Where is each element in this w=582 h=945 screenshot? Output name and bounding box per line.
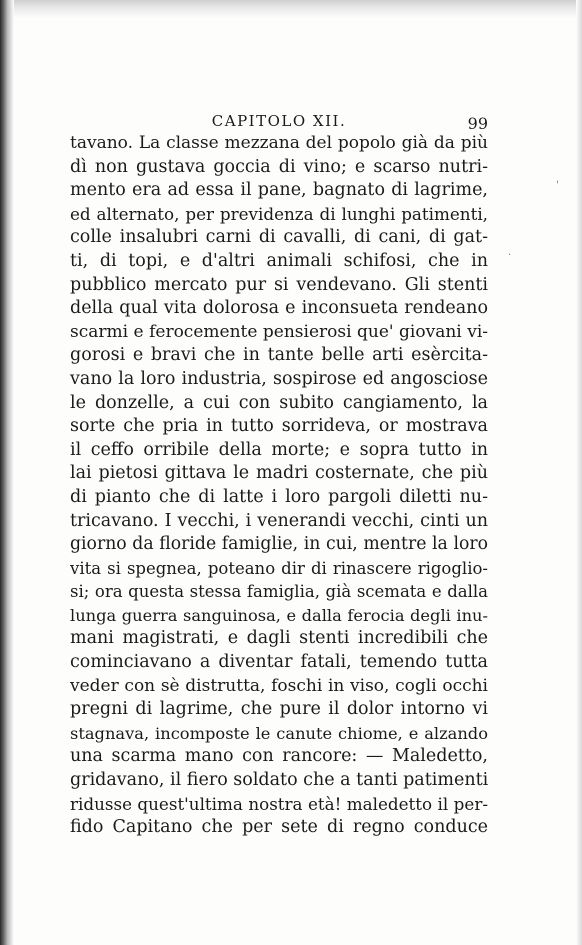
text-line: giorno da floride famiglie, in cui, mentre la loro	[70, 534, 488, 555]
text-line: tavano. La classe mezzana del popolo già da più	[70, 133, 488, 153]
text-line: di pianto che di latte i loro pargoli diletti nu-	[70, 486, 488, 507]
text-line: gorosi e bravi che in tante belle arti esèrcita-	[70, 345, 488, 366]
page-top-shadow	[0, 0, 582, 18]
text-line: mento era ad essa il pane, bagnato di lagrime,	[70, 180, 488, 201]
text-line: gridavano, il fiero soldato che a tanti patimenti	[70, 770, 489, 791]
margin-speck: '	[556, 180, 559, 191]
text-line: pubblico mercato pur si vendevano. Gli stenti	[70, 274, 488, 295]
margin-speck: ·	[508, 250, 512, 261]
running-head	[70, 112, 488, 134]
text-line: stagnava, incomposte le canute chiome, e alzando	[70, 723, 488, 743]
text-line: mani magistrati, e dagli stenti incredibili che	[70, 628, 488, 649]
text-line: pregni di lagrime, che pure il dolor intorno vi	[70, 699, 488, 720]
text-line: il ceffo orribile della morte; e sopra tutto in	[70, 439, 488, 460]
text-line: dì non gustava goccia di vino; e scarso nutri-	[70, 156, 488, 177]
page-binding-shadow	[0, 0, 14, 945]
text-line: si; ora questa stessa famiglia, già scemata e dalla	[70, 582, 488, 602]
text-line: della qual vita dolorosa e inconsueta rendeano	[70, 298, 488, 319]
chapter-title: CAPITOLO XII.	[211, 112, 347, 130]
page-number: 99	[467, 114, 488, 133]
text-line: fido Capitano che per sete di regno conduce	[70, 817, 488, 838]
text-line: lai pietosi gittava le madri costernate, che più	[70, 463, 488, 484]
body-text	[70, 132, 488, 840]
text-line: vano la loro industria, sospirose ed angosciose	[70, 368, 488, 389]
text-line: ridusse quest'ultima nostra età! maledetto il per-	[70, 793, 488, 814]
text-line: colle insalubri carni di cavalli, di cani, di gat-	[70, 227, 488, 248]
text-line: una scarma mano con rancore: — Maledetto,	[70, 746, 488, 767]
text-line: ed alternato, per previdenza di lunghi patimenti,	[70, 203, 488, 224]
text-line: tricavano. I vecchi, i venerandi vecchi, cinti un	[70, 510, 488, 531]
page-right-edge	[576, 0, 582, 945]
text-line: lunga guerra sanguinosa, e dalla ferocia degli inu-	[70, 605, 488, 625]
text-line: sorte che pria in tutto sorrideva, or mostrava	[70, 416, 488, 437]
text-line: le donzelle, a cui con subito cangiamento, la	[70, 392, 488, 413]
text-line: cominciavano a diventar fatali, temendo tutta	[70, 652, 488, 673]
text-line: vita si spegnea, poteano dir di rinascere rigoglio-	[70, 558, 488, 578]
text-line: veder con sè distrutta, foschi in viso, cogli occhi	[70, 675, 488, 696]
text-line: ti, di topi, e d'altri animali schifosi, che in	[70, 250, 488, 271]
text-line: scarmi e ferocemente pensierosi que' giovani vi-	[70, 321, 488, 342]
